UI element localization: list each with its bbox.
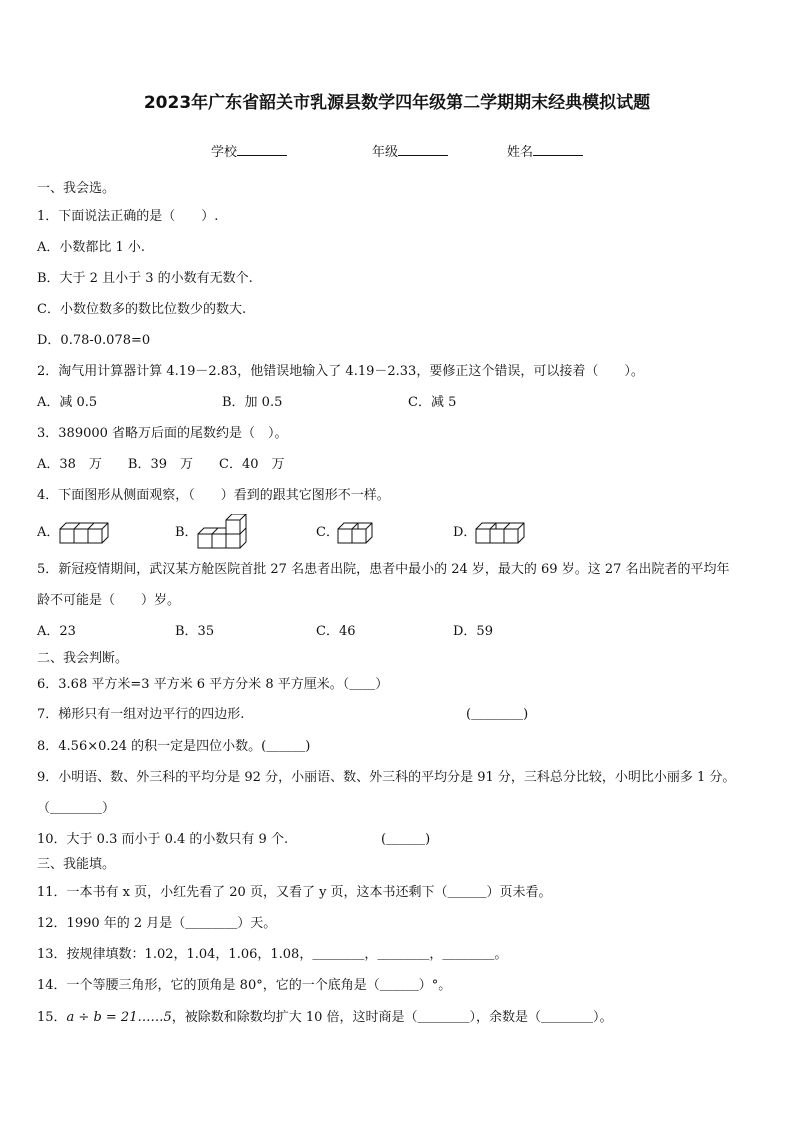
q7-stem: 7．梯形只有一组对边平行的四边形. bbox=[37, 707, 245, 722]
q10-answer-blank[interactable]: (＿＿＿) bbox=[381, 832, 431, 847]
q5-option-d: D．59 bbox=[453, 624, 493, 639]
q15-formula: a ÷ b = 21……5 bbox=[66, 1010, 172, 1025]
grade-field bbox=[372, 141, 448, 160]
q11-stem: 11．一本书有 x 页，小红先看了 20 页，又看了 y 页，这本书还剩下（＿＿＿）页未看。 bbox=[37, 885, 552, 900]
q9-stem-line-1: 9．小明语、数、外三科的平均分是 92 分，小丽语、数、外三科的平均分是 91 分，三科总分比较，小明比小丽多 1 分。 bbox=[37, 770, 736, 785]
school-label: 学校 bbox=[211, 145, 238, 160]
cube-figure-b-icon bbox=[196, 514, 252, 550]
q15-stem bbox=[37, 1010, 613, 1026]
section-heading-3: 三、我能填。 bbox=[37, 857, 116, 872]
q1-option-a: A．小数都比 1 小. bbox=[37, 240, 146, 255]
name-blank bbox=[533, 143, 583, 156]
school-blank bbox=[237, 143, 287, 156]
q1-option-c: C．小数位数多的数比位数少的数大. bbox=[37, 302, 247, 317]
q4-option-d: D． bbox=[453, 525, 477, 540]
q5-stem-line-2: 龄不可能是（ ）岁。 bbox=[37, 593, 181, 608]
q4-stem: 4．下面图形从侧面观察，（ ）看到的跟其它图形不一样。 bbox=[37, 488, 390, 503]
q1-option-d: D．0.78-0.078=0 bbox=[37, 333, 151, 348]
grade-blank bbox=[398, 143, 448, 156]
q1-option-b: B．大于 2 且小于 3 的小数有无数个. bbox=[37, 271, 253, 286]
q5-option-c: C．46 bbox=[316, 624, 356, 639]
name-label: 姓名 bbox=[507, 145, 534, 160]
cube-figure-d-icon bbox=[474, 520, 526, 548]
q5-option-a: A．23 bbox=[37, 624, 76, 639]
section-heading-1: 一、我会选。 bbox=[37, 181, 116, 196]
cube-figure-c-icon bbox=[336, 520, 382, 548]
q14-stem: 14．一个等腰三角形，它的顶角是 80°，它的一个底角是（＿＿＿）°。 bbox=[37, 978, 452, 993]
q13-stem: 13．按规律填数：1.02，1.04，1.06，1.08，＿＿＿＿，＿＿＿＿，＿＿＿＿。 bbox=[37, 947, 508, 962]
q6-stem: 6．3.68 平方米=3 平方米 6 平方分米 8 平方厘米。（＿＿） bbox=[37, 677, 389, 692]
q2-option-c: C．减 5 bbox=[408, 395, 457, 410]
school-field bbox=[211, 141, 287, 160]
q5-option-b: B．35 bbox=[175, 624, 215, 639]
q15-number: 15． bbox=[37, 1010, 67, 1025]
q5-stem-line-1: 5．新冠疫情期间，武汉某方舱医院首批 27 名患者出院，患者中最小的 24 岁，最大的 69 岁。这 27 名出院者的平均年 bbox=[37, 562, 730, 577]
page-title: 2023年广东省韶关市乳源县数学四年级第二学期期末经典模拟试题 bbox=[143, 93, 651, 113]
q7-answer-blank[interactable]: (＿＿＿＿) bbox=[466, 707, 529, 722]
name-field bbox=[507, 141, 583, 160]
q4-option-a: A． bbox=[37, 525, 60, 540]
q8-stem: 8．4.56×0.24 的积一定是四位小数。(＿＿＿) bbox=[37, 739, 311, 754]
section-heading-2: 二、我会判断。 bbox=[37, 651, 129, 666]
q2-option-a: A．减 0.5 bbox=[37, 395, 98, 410]
q2-stem: 2．淘气用计算器计算 4.19－2.83，他错误地输入了 4.19－2.33，要修正这个错误，可以接着（ ）。 bbox=[37, 364, 644, 379]
q10-stem: 10．大于 0.3 而小于 0.4 的小数只有 9 个. bbox=[37, 832, 289, 847]
q12-stem: 12．1990 年的 2 月是（＿＿＿＿）天。 bbox=[37, 916, 277, 931]
q15-rest: ，被除数和除数均扩大 10 倍，这时商是（＿＿＿＿），余数是（＿＿＿＿）。 bbox=[171, 1010, 613, 1025]
q3-options: A．38 万 B．39 万 C．40 万 bbox=[37, 457, 285, 472]
q9-answer-blank[interactable]: （＿＿＿＿） bbox=[37, 801, 116, 816]
q3-stem: 3．389000 省略万后面的尾数约是（ ）。 bbox=[37, 426, 288, 441]
grade-label: 年级 bbox=[372, 145, 399, 160]
q1-stem: 1．下面说法正确的是（ ）. bbox=[37, 209, 219, 224]
q4-option-c: C． bbox=[316, 525, 339, 540]
q4-option-b: B． bbox=[175, 525, 198, 540]
q2-option-b: B．加 0.5 bbox=[222, 395, 283, 410]
cube-figure-a-icon bbox=[58, 520, 114, 548]
